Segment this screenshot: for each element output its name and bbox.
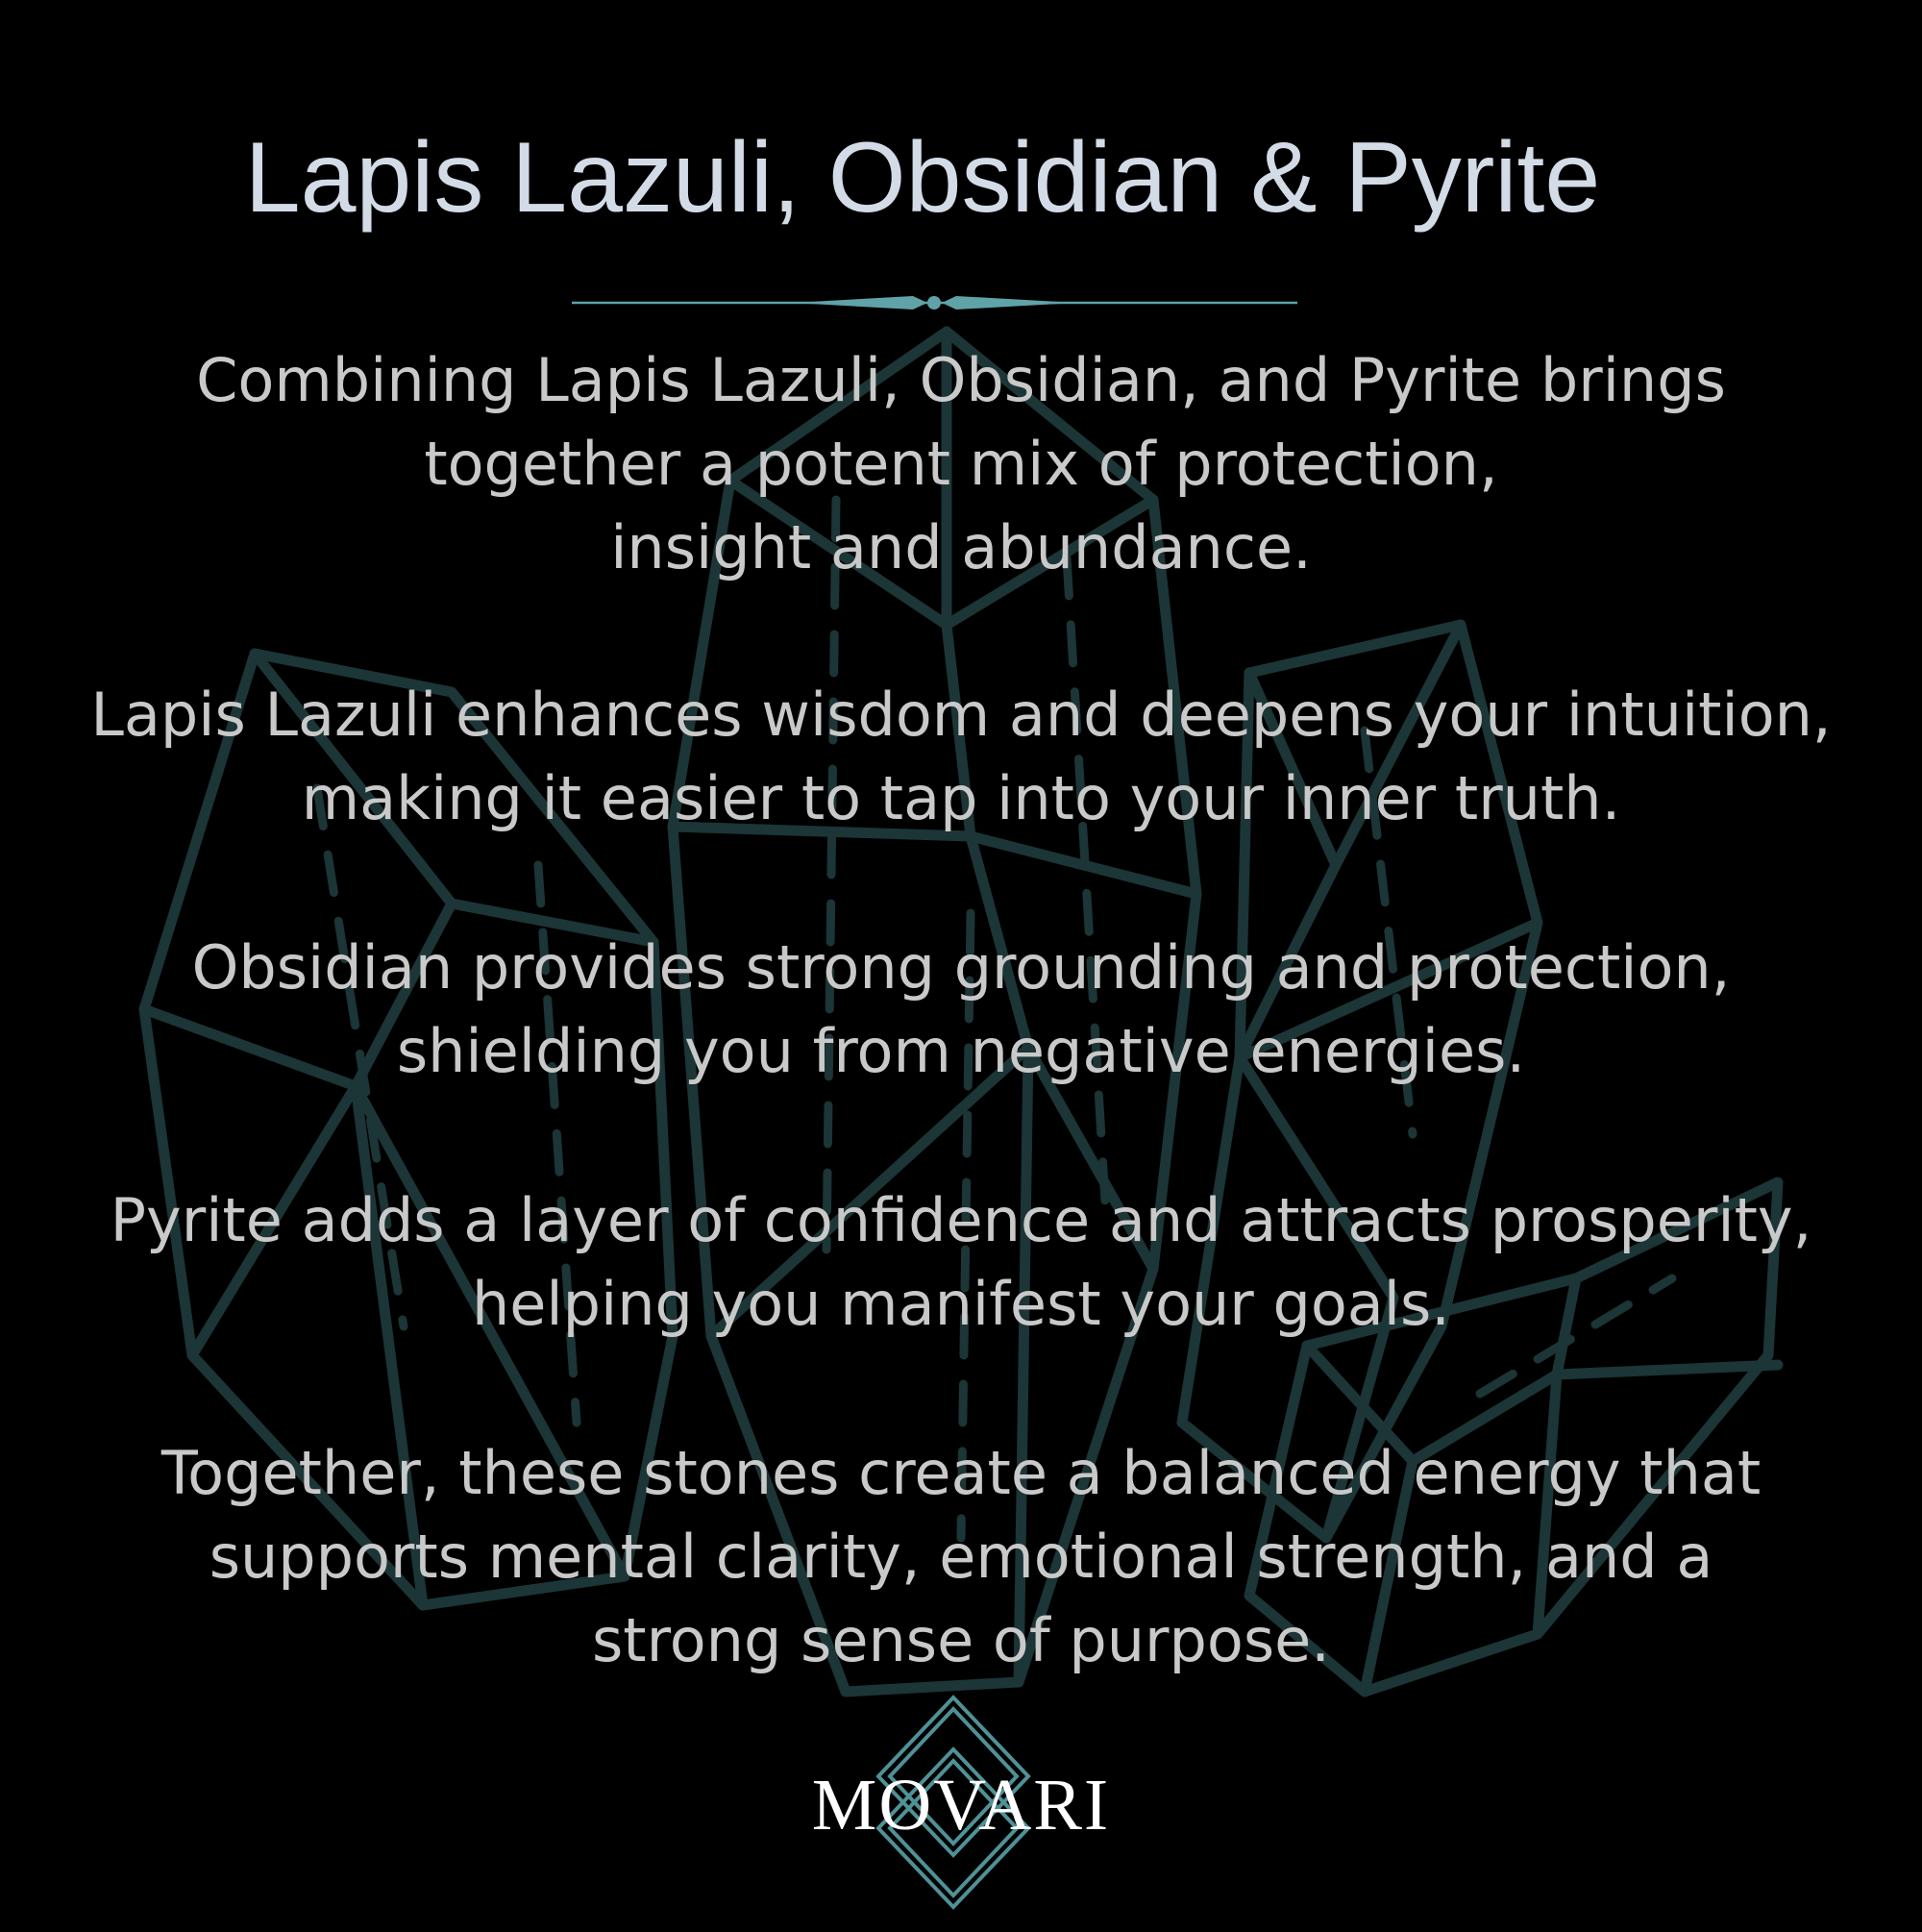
page-title: Lapis Lazuli, Obsidian & Pyrite (244, 122, 1601, 234)
ornamental-divider-icon (572, 290, 1297, 315)
lapis-lazuli-paragraph: Lapis Lazuli enhances wisdom and deepens your intuition, making it easier to tap into your inner truth. (90, 680, 1832, 833)
brand-logo (788, 1692, 1134, 1913)
obsidian-paragraph: Obsidian provides strong grounding and protection, shielding you from negative energies. (191, 932, 1731, 1086)
brand-wordmark: MOVARI (811, 1765, 1111, 1845)
pyrite-paragraph: Pyrite adds a layer of confidence and attracts prosperity, helping you manifest your goals. (110, 1185, 1812, 1339)
summary-paragraph: Together, these stones create a balanced energy that supports mental clarity, emotional strength, and a strong sense of purpose. (160, 1438, 1762, 1675)
intro-paragraph: Combining Lapis Lazuli, Obsidian, and Pyrite brings together a potent mix of protection, insight and abundance. (196, 345, 1726, 582)
